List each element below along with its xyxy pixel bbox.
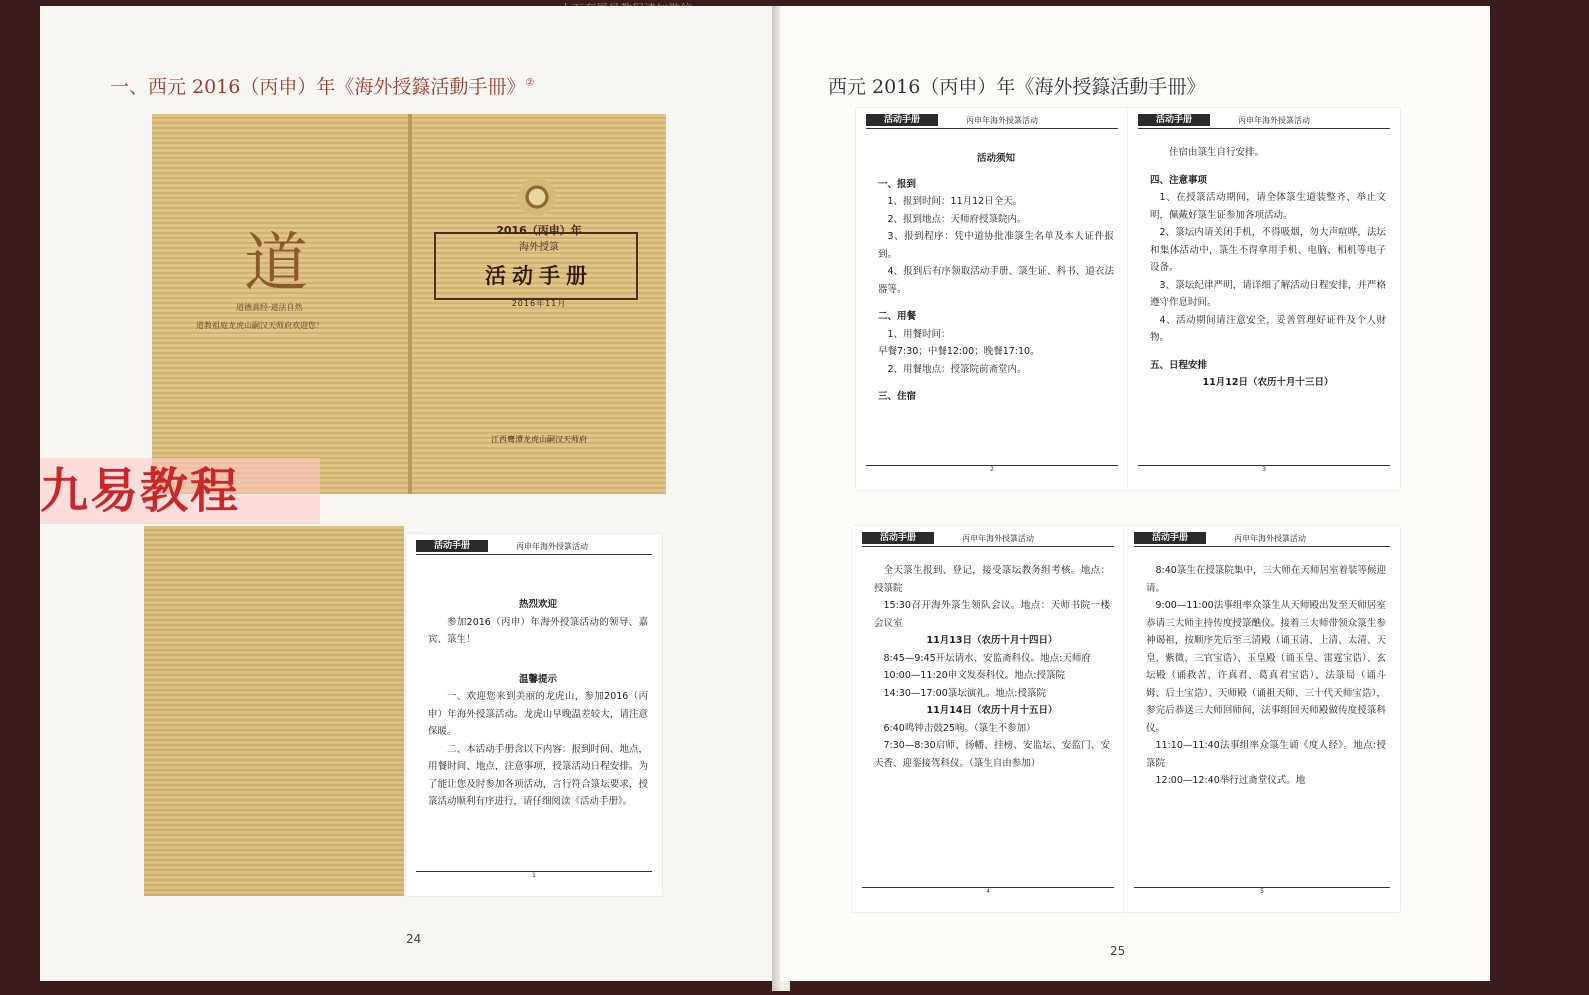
- booklet-page-footer: 3: [1138, 465, 1390, 476]
- schedule-item: 14:30—17:00箓坛演礼。地点:授箓院: [883, 687, 1046, 699]
- left-page-heading: 一、西元 2016（丙申）年《海外授籙活動手冊》②: [110, 76, 535, 98]
- header-subtitle: 丙申年海外授箓活动: [516, 542, 588, 551]
- section-schedule: 五、日程安排: [1150, 359, 1208, 371]
- tip-1: 一、欢迎您来到美丽的龙虎山，参加2016（丙申）年海外授箓活动。龙虎山早晚温差较大，请注意保暖。: [428, 691, 648, 737]
- booklet-page-5-text: [1146, 562, 1386, 790]
- welcome-title: 热烈欢迎: [518, 599, 557, 610]
- left-page: [40, 6, 782, 981]
- booklet-page-footer: 1: [416, 871, 652, 882]
- schedule-item: 8:40箓生在授箓院集中，三大师在天师居室着装等候迎请。: [1146, 565, 1386, 594]
- booklet-page-4-text: [874, 562, 1110, 772]
- section-registration: 一、报到: [878, 178, 917, 190]
- booklet-page-header: [1138, 114, 1390, 129]
- header-subtitle: 丙申年海外授箓活动: [1234, 534, 1306, 543]
- right-page: [780, 6, 1490, 981]
- lodging-text: 住宿由箓生自行安排。: [1169, 147, 1265, 158]
- schedule-item: 11:10—11:40法事组率众箓生诵《度人经》。地点:授箓院: [1146, 740, 1386, 769]
- booklet-page-3-text: [1150, 144, 1386, 392]
- schedule-day-1: 11月12日（农历十月十三日）: [1202, 377, 1334, 388]
- watermark-logo: 九易教程: [40, 458, 320, 524]
- registration-place: 2、报到地点：天师府授箓院内。: [887, 213, 1027, 225]
- schedule-item: 10:00—11:20申文发奏科仪。地点:授箓院: [883, 670, 1065, 681]
- booklet-page-1: [406, 534, 662, 896]
- schedule-item: 全天箓生报到、登记，接受箓坛教务组考核。地点：授箓院: [874, 565, 1110, 594]
- registration-time: 1、报到时间：11月12日全天。: [887, 196, 1023, 207]
- note-3: 3、箓坛纪律严明，请详细了解活动日程安排，并严格遵守作息时间。: [1150, 279, 1386, 308]
- schedule-item: 9:00—11:00法事组率众箓生从天师殿出发至天师居室恭请三大师主持传度授箓醮仪。接着三大师带领众箓生参神谒祖，按顺序先后至三清殿（诵玉清、上清、太清、天皇、紫微、三官宝诰）、玉皇殿（诵玉皇、雷霆宝诰）、玄坛殿（诵救苦、许真君、葛真君宝诰）、法箓局（诵斗姆、后土宝诰）、天师殿（诵祖天师、三十代天师宝诰），参完后恭送三大师回师间，法事组回天师殿做传度授箓科仪。: [1146, 600, 1386, 734]
- right-page-heading: 西元 2016（丙申）年《海外授籙活動手冊》: [828, 76, 1206, 98]
- section-meals: 二、用餐: [878, 311, 917, 322]
- meal-times: 早餐7:30；中餐12:00；晚餐17:10。: [878, 346, 1040, 357]
- header-tag: 活动手册: [866, 114, 938, 126]
- front-cover: [412, 114, 666, 494]
- cover-date: 2016年11月: [511, 299, 567, 308]
- booklet-page-header: [1134, 532, 1390, 547]
- back-cover-motto: 道德真经·道法自然: [236, 303, 303, 312]
- booklet-page-header: [866, 114, 1118, 129]
- header-subtitle: 丙申年海外授箓活动: [1238, 116, 1310, 125]
- tip-2: 二、本活动手册含以下内容：报到时间、地点，用餐时间、地点，注意事项，授箓活动日程安排。为了能让您及时参加各项活动，言行符合箓坛要求，授箓活动顺利有序进行，请仔细阅读《活动手册》。: [428, 743, 648, 807]
- booklet-page-header: [862, 532, 1114, 547]
- note-4: 4、活动期间请注意安全，妥善管理好证件及个人财物。: [1150, 314, 1386, 343]
- note-2: 2、箓坛内请关闭手机，不得吸烟，勿大声喧哗，法坛和集体活动中，箓生不得拿用手机、电脑、相机等电子设备。: [1150, 227, 1386, 273]
- section-lodging: 三、住宿: [878, 391, 917, 402]
- cover-year: 2016（丙申）年: [496, 224, 582, 237]
- schedule-item: 7:30—8:30启师、扬幡、挂榜、安监坛、安监门、安天香、迎銮接驾科仪。（箓生自由参加）: [874, 740, 1110, 769]
- cover-subtitle: 海外授箓: [519, 242, 559, 253]
- registration-materials: 4、报到后有序领取活动手册、箓生证、科书、道衣法器等。: [878, 266, 1114, 295]
- schedule-item: 6:40鸣钟击鼓25响。（箓生不参加）: [883, 722, 1036, 734]
- dao-calligraphy-icon: 道: [244, 227, 308, 301]
- meal-place: 2、用餐地点：授箓院前斋堂内。: [887, 363, 1027, 375]
- booklet-page-4: [852, 526, 1124, 912]
- welcome-text: 参加2016（丙申）年海外授箓活动的领导、嘉宾、箓生！: [428, 616, 648, 645]
- section-notes: 四、注意事项: [1150, 174, 1208, 186]
- booklet-cover-photo: [152, 114, 666, 494]
- schedule-day-2: 11月13日（农历十月十四日）: [926, 635, 1058, 646]
- booklet-page-5: [1124, 526, 1400, 912]
- header-subtitle: 丙申年海外授箓活动: [966, 116, 1038, 125]
- back-cover-welcome: 道教祖庭龙虎山嗣汉天师府欢迎您！: [196, 321, 324, 330]
- taiji-emblem-icon: [518, 178, 556, 216]
- schedule-item: 8:45—9:45开坛请水、安监斋科仪。地点:天师府: [883, 652, 1091, 664]
- booklet-page-footer: 2: [866, 465, 1118, 476]
- schedule-item: 15:30召开海外箓生领队会议。地点：天师书院一楼会议室: [874, 600, 1110, 629]
- header-tag: 活动手册: [416, 540, 488, 552]
- notice-title: 活动须知: [976, 153, 1015, 164]
- booklet-page-1-text: [428, 596, 648, 811]
- booklet-page-footer: 5: [1134, 887, 1390, 898]
- header-tag: 活动手册: [862, 532, 934, 544]
- book-spread: [20, 6, 1560, 991]
- note-1: 1、在授箓活动期间，请全体箓生道装整齐、举止文明，佩戴好箓生证参加各项活动。: [1150, 192, 1386, 221]
- meal-time-label: 1、用餐时间：: [887, 328, 951, 340]
- back-cover: [152, 114, 408, 494]
- tips-title: 温馨提示: [518, 673, 557, 685]
- right-page-number: 25: [1110, 944, 1126, 958]
- schedule-day-3: 11月14日（农历十月十五日）: [926, 705, 1058, 716]
- header-subtitle: 丙申年海外授箓活动: [962, 534, 1034, 543]
- cover-title: 活动手册: [485, 264, 593, 288]
- booklet-back-plain: [144, 526, 404, 896]
- booklet-page-2: [856, 108, 1128, 490]
- booklet-page-2-text: [878, 150, 1114, 406]
- booklet-page-footer: 4: [862, 887, 1114, 898]
- booklet-page-header: [416, 540, 652, 555]
- header-tag: 活动手册: [1138, 114, 1210, 126]
- cover-publisher: 江西鹰潭龙虎山嗣汉天师府: [491, 435, 587, 444]
- registration-procedure: 3、报到程序：凭中道协批准箓生名单及本人证件报到。: [878, 231, 1114, 260]
- left-page-number: 24: [406, 932, 422, 946]
- header-tag: 活动手册: [1134, 532, 1206, 544]
- schedule-item: 12:00—12:40举行过斋堂仪式。地: [1155, 775, 1306, 786]
- booklet-page-3: [1128, 108, 1400, 490]
